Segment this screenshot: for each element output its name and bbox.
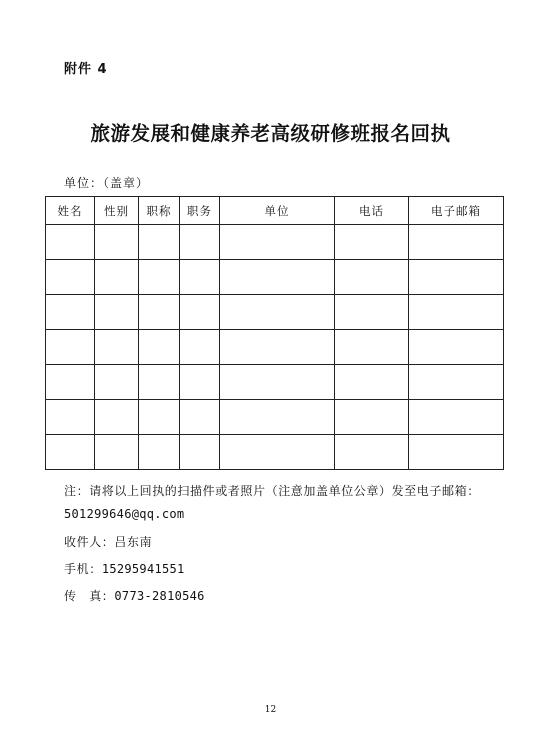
table-row: [46, 260, 504, 295]
mobile-number: 15295941551: [101, 562, 185, 576]
table-cell[interactable]: [409, 295, 504, 330]
registration-table: [45, 196, 504, 470]
table-cell[interactable]: [220, 295, 335, 330]
table-cell[interactable]: [180, 435, 220, 470]
table-row: [46, 400, 504, 435]
table-cell[interactable]: [335, 260, 409, 295]
table-cell[interactable]: [220, 400, 335, 435]
table-cell[interactable]: [409, 435, 504, 470]
table-row: [46, 435, 504, 470]
table-cell[interactable]: [180, 295, 220, 330]
table-row: [46, 330, 504, 365]
table-cell[interactable]: [95, 225, 139, 260]
table-cell[interactable]: [335, 365, 409, 400]
table-cell[interactable]: [139, 330, 180, 365]
fax-label: 传 真：: [64, 589, 115, 603]
header-unit: 单位: [220, 197, 335, 225]
table-cell[interactable]: [220, 330, 335, 365]
attachment-label: 附件 4: [64, 62, 108, 77]
table-cell[interactable]: [180, 400, 220, 435]
table-row: [46, 365, 504, 400]
table-cell[interactable]: [335, 435, 409, 470]
table-cell[interactable]: [180, 330, 220, 365]
unit-stamp-label: 单位：（盖章）: [64, 176, 150, 190]
header-position: 职务: [180, 197, 220, 225]
table-cell[interactable]: [335, 225, 409, 260]
header-email: 电子邮箱: [409, 197, 504, 225]
table-cell[interactable]: [46, 330, 95, 365]
table-cell[interactable]: [139, 225, 180, 260]
header-name: 姓名: [46, 197, 95, 225]
recipient-name: 吕东南: [114, 535, 153, 549]
table-cell[interactable]: [46, 400, 95, 435]
table-cell[interactable]: [409, 225, 504, 260]
table-cell[interactable]: [180, 225, 220, 260]
table-cell[interactable]: [220, 435, 335, 470]
mobile-line: [64, 560, 185, 577]
table-cell[interactable]: [46, 225, 95, 260]
contact-email: 501299646@qq.com: [64, 507, 185, 521]
table-cell[interactable]: [46, 365, 95, 400]
table-cell[interactable]: [95, 260, 139, 295]
table-cell[interactable]: [409, 330, 504, 365]
header-title: 职称: [139, 197, 180, 225]
table-cell[interactable]: [409, 260, 504, 295]
table-cell[interactable]: [335, 330, 409, 365]
table-cell[interactable]: [220, 260, 335, 295]
table-cell[interactable]: [220, 365, 335, 400]
table-cell[interactable]: [139, 365, 180, 400]
table-cell[interactable]: [139, 435, 180, 470]
table-cell[interactable]: [139, 295, 180, 330]
table-body: [46, 225, 504, 470]
mobile-label: 手机：: [64, 562, 102, 576]
header-phone: 电话: [335, 197, 409, 225]
table-row: [46, 295, 504, 330]
table-cell[interactable]: [95, 435, 139, 470]
table-header-row: [46, 197, 504, 225]
page-title: 旅游发展和健康养老高级研修班报名回执: [90, 122, 451, 145]
table-cell[interactable]: [409, 400, 504, 435]
table-cell[interactable]: [139, 260, 180, 295]
table-cell[interactable]: [46, 435, 95, 470]
recipient-label: 收件人：: [64, 535, 115, 549]
table-cell[interactable]: [180, 365, 220, 400]
table-cell[interactable]: [220, 225, 335, 260]
table-cell[interactable]: [335, 400, 409, 435]
table-cell[interactable]: [409, 365, 504, 400]
table-cell[interactable]: [46, 295, 95, 330]
table-cell[interactable]: [139, 400, 180, 435]
page-number: 12: [264, 705, 277, 715]
header-gender: 性别: [95, 197, 139, 225]
fax-line: [64, 587, 205, 604]
table-cell[interactable]: [46, 260, 95, 295]
table-cell[interactable]: [180, 260, 220, 295]
table-cell[interactable]: [95, 365, 139, 400]
table-cell[interactable]: [95, 295, 139, 330]
table-cell[interactable]: [95, 330, 139, 365]
table-row: [46, 225, 504, 260]
submission-instruction: 注：请将以上回执的扫描件或者照片（注意加盖单位公章）发至电子邮箱：: [64, 484, 480, 498]
recipient-line: [64, 533, 152, 550]
fax-number: 0773-2810546: [114, 589, 205, 603]
table-cell[interactable]: [95, 400, 139, 435]
table-cell[interactable]: [335, 295, 409, 330]
